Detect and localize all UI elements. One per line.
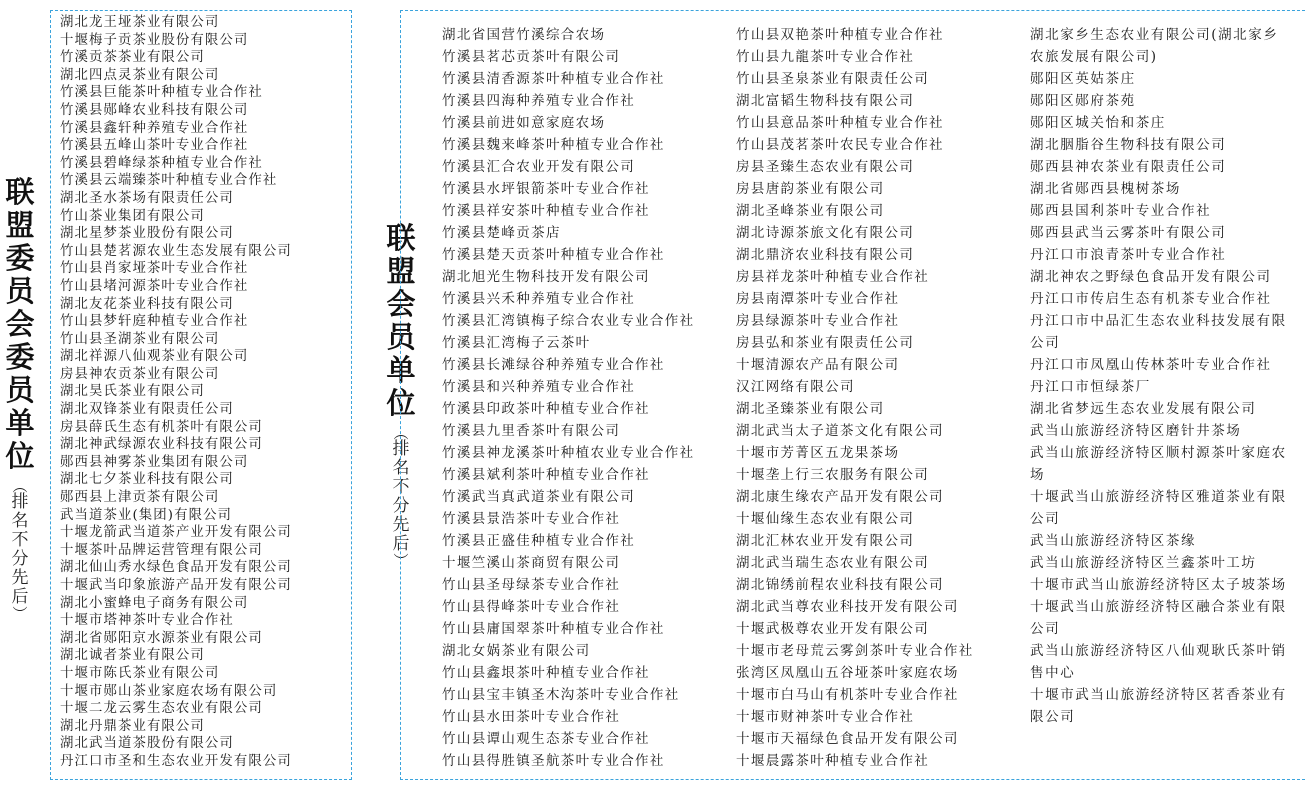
member-entry: 湖北武当尊农业科技开发有限公司 bbox=[736, 599, 959, 615]
member-entry: 竹山县得峰茶叶专业合作社 bbox=[442, 599, 621, 615]
member-entry: 湖北鼎济农业科技有限公司 bbox=[736, 247, 915, 263]
member-entry: 竹溪县景浩茶叶专业合作社 bbox=[442, 511, 621, 527]
member-entry: 竹溪县斌利茶叶种植专业合作社 bbox=[442, 467, 650, 483]
member-entry: 十堰市天福绿色食品开发有限公司 bbox=[736, 731, 959, 747]
member-entry: 湖北省国营竹溪综合农场 bbox=[442, 27, 606, 43]
member-entry: 竹山县九龍茶叶专业合作社 bbox=[736, 49, 915, 65]
member-entry: 竹山县肖家垭茶叶专业合作社 bbox=[60, 261, 249, 277]
member-entry: 十堰市财神茶叶专业合作社 bbox=[736, 709, 915, 725]
member-entry: 湖北龙王垭茶业有限公司 bbox=[60, 15, 220, 30]
member-entry: 湖北神农之野绿色食品开发有限公司 bbox=[1030, 269, 1272, 285]
member-entry: 十堰市陈氏茶业有限公司 bbox=[60, 665, 220, 681]
member-entry: 湖北圣峰茶业有限公司 bbox=[736, 203, 885, 219]
member-entry: 郧阳区英姑茶庄 bbox=[1030, 71, 1136, 87]
title-char: 位 bbox=[5, 439, 35, 473]
note-char: 后 bbox=[11, 587, 29, 607]
title-char: 位 bbox=[386, 386, 416, 420]
member-entry: 丹江口市恒绿茶厂 bbox=[1030, 379, 1151, 395]
member-entry: 竹溪县四海种养殖专业合作社 bbox=[442, 93, 636, 109]
member-entry: 竹山县圣母绿茶专业合作社 bbox=[442, 577, 621, 593]
member-entry: 竹溪县云端臻茶叶种植专业合作社 bbox=[60, 173, 278, 189]
member-entry: 十堰武当山旅游经济特区雅道茶业有限公司 bbox=[1030, 489, 1287, 527]
member-entry: 湖北丹鼎茶业有限公司 bbox=[60, 718, 205, 734]
note-char: ︶ bbox=[12, 605, 28, 623]
member-entry: 郧西县上津贡茶有限公司 bbox=[60, 490, 220, 506]
member-entry: 竹山县双艳茶叶种植专业合作社 bbox=[736, 27, 944, 43]
member-entry: 郧阳区郧府茶苑 bbox=[1030, 93, 1136, 109]
member-entry: 十堰清源农产品有限公司 bbox=[736, 357, 900, 373]
note-char: ︵ bbox=[12, 477, 28, 495]
member-entry: 十堰市武当山旅游经济特区茗香茶业有限公司 bbox=[1030, 687, 1287, 725]
member-entry: 房县圣臻生态农业有限公司 bbox=[736, 159, 915, 175]
member-entry: 竹山县谭山观生态茶专业合作社 bbox=[442, 731, 650, 747]
title-char: 联 bbox=[386, 221, 416, 255]
title-char: 单 bbox=[5, 406, 35, 440]
member-entry: 房县弘和茶业有限责任公司 bbox=[736, 335, 915, 351]
member-entry: 竹山县意品茶叶种植专业合作社 bbox=[736, 115, 944, 131]
member-entry: 竹山茶业集团有限公司 bbox=[60, 208, 205, 224]
member-entry: 十堰垄上行三农服务有限公司 bbox=[736, 467, 930, 483]
member-entry: 竹溪县碧峰绿茶种植专业合作社 bbox=[60, 155, 263, 171]
member-entry: 十堰市芳菁区五龙果茶场 bbox=[736, 445, 900, 461]
member-entry: 房县唐韵茶业有限公司 bbox=[736, 181, 885, 197]
member-entry: 竹山县茂茗茶叶农民专业合作社 bbox=[736, 137, 944, 153]
member-entry: 竹溪县楚峰贡茶店 bbox=[442, 225, 561, 241]
member-entry: 竹溪县前进如意家庭农场 bbox=[442, 115, 606, 131]
member-entry: 湖北省郧西县槐树茶场 bbox=[1030, 181, 1181, 197]
committee-title bbox=[5, 176, 34, 473]
member-entry: 湖北诚者茶业有限公司 bbox=[60, 648, 205, 664]
member-entry: 湖北神武绿源农业科技有限公司 bbox=[60, 437, 263, 453]
member-entry: 湖北康生缘农产品开发有限公司 bbox=[736, 489, 944, 505]
member-entry: 竹溪武当真武道茶业有限公司 bbox=[442, 489, 636, 505]
note-char: 后 bbox=[392, 534, 410, 554]
member-entry: 十堰梅子贡茶业股份有限公司 bbox=[60, 32, 249, 48]
note-char: 名 bbox=[11, 511, 29, 531]
member-list-column-2 bbox=[736, 24, 1026, 772]
member-entry: 湖北仙山秀水绿色食品开发有限公司 bbox=[60, 560, 292, 576]
member-entry: 十堰市老母荒云雾剑茶叶专业合作社 bbox=[736, 643, 974, 659]
member-entry: 十堰武当山旅游经济特区融合茶业有限公司 bbox=[1030, 599, 1287, 637]
member-entry: 十堰仙缘生态农业有限公司 bbox=[736, 511, 915, 527]
member-entry: 郧西县国利茶叶专业合作社 bbox=[1030, 203, 1212, 219]
member-entry: 竹溪县鑫轩种养殖专业合作社 bbox=[60, 120, 249, 136]
member-entry: 房县南潭茶叶专业合作社 bbox=[736, 291, 900, 307]
member-entry: 湖北圣臻茶业有限公司 bbox=[736, 401, 885, 417]
member-entry: 湖北省梦远生态农业发展有限公司 bbox=[1030, 401, 1257, 417]
member-entry: 竹溪县魏来峰茶叶种植专业合作社 bbox=[442, 137, 665, 153]
member-entry: 竹溪县神龙溪茶叶种植农业专业合作社 bbox=[442, 445, 695, 461]
title-char: 会 bbox=[5, 307, 35, 341]
member-entry: 房县神农贡茶业有限公司 bbox=[60, 366, 220, 382]
member-entry: 竹山县圣泉茶业有限责任公司 bbox=[736, 71, 930, 87]
member-entry: 张湾区凤凰山五谷垭茶叶家庭农场 bbox=[736, 665, 959, 681]
note-char: 分 bbox=[392, 496, 410, 516]
member-entry: 竹溪县印政茶叶种植专业合作社 bbox=[442, 401, 650, 417]
member-entry: 丹江口市浪青茶叶专业合作社 bbox=[1030, 247, 1227, 263]
member-entry: 竹山县宝丰镇圣木沟茶叶专业合作社 bbox=[442, 687, 680, 703]
member-entry: 十堰市郧山茶业家庭农场有限公司 bbox=[60, 683, 278, 699]
member-entry: 湖北双锋茶业有限责任公司 bbox=[60, 402, 234, 418]
note-char: 先 bbox=[392, 515, 410, 535]
title-char: 员 bbox=[5, 373, 35, 407]
member-entry: 湖北家乡生态农业有限公司(湖北家乡农旅发展有限公司) bbox=[1030, 27, 1279, 65]
member-entry: 竹溪县兴禾种养殖专业合作社 bbox=[442, 291, 636, 307]
member-entry: 丹江口市中品汇生态农业科技发展有限公司 bbox=[1030, 313, 1287, 351]
member-entry: 湖北祥源八仙观茶业有限公司 bbox=[60, 349, 249, 365]
member-entry: 竹山县水田茶叶专业合作社 bbox=[442, 709, 621, 725]
member-entry: 十堰龙箭武当道茶产业开发有限公司 bbox=[60, 525, 292, 541]
member-entry: 武当山旅游经济特区顺村源茶叶家庭农场 bbox=[1030, 445, 1287, 483]
note-char: 不 bbox=[392, 477, 410, 497]
title-char: 委 bbox=[5, 340, 35, 374]
member-entry: 湖北汇林农业开发有限公司 bbox=[736, 533, 915, 549]
committee-member-list bbox=[60, 14, 292, 771]
member-entry: 武当山旅游经济特区茶缘 bbox=[1030, 533, 1197, 549]
member-list-column-1 bbox=[442, 24, 737, 772]
member-entry: 竹溪县长滩绿谷种养殖专业合作社 bbox=[442, 357, 665, 373]
member-entry: 湖北武当瑞生态农业有限公司 bbox=[736, 555, 930, 571]
member-entry: 汉江网络有限公司 bbox=[736, 379, 855, 395]
member-entry: 房县祥龙茶叶种植专业合作社 bbox=[736, 269, 930, 285]
member-entry: 湖北胭脂谷生物科技有限公司 bbox=[1030, 137, 1227, 153]
member-entry: 竹溪县郧峰农业科技有限公司 bbox=[60, 102, 249, 118]
member-entry: 武当山旅游经济特区八仙观耿氏茶叶销售中心 bbox=[1030, 643, 1287, 681]
member-entry: 十堰市塔神茶叶专业合作社 bbox=[60, 613, 234, 629]
member-entry: 郧西县神农茶业有限责任公司 bbox=[1030, 159, 1227, 175]
member-entry: 竹溪县巨能茶叶种植专业合作社 bbox=[60, 85, 263, 101]
note-char: 排 bbox=[392, 439, 410, 459]
member-entry: 竹溪县清香源茶叶种植专业合作社 bbox=[442, 71, 665, 87]
note-char: 先 bbox=[11, 568, 29, 588]
member-entry: 竹溪县祥安茶叶种植专业合作社 bbox=[442, 203, 650, 219]
member-entry: 竹溪县汇湾镇梅子综合农业专业合作社 bbox=[442, 313, 695, 329]
member-entry: 丹江口市凤凰山传林茶叶专业合作社 bbox=[1030, 357, 1272, 373]
title-char: 员 bbox=[5, 274, 35, 308]
member-entry: 房县绿源茶叶专业合作社 bbox=[736, 313, 900, 329]
member-entry: 武当山旅游经济特区兰鑫茶叶工坊 bbox=[1030, 555, 1257, 571]
member-entry: 竹溪县楚天贡茶叶种植专业合作社 bbox=[442, 247, 665, 263]
member-entry: 武当道茶业(集团)有限公司 bbox=[60, 507, 233, 523]
member-entry: 竹溪县正盛佳种植专业合作社 bbox=[442, 533, 636, 549]
committee-title-block bbox=[4, 176, 36, 621]
note-char: ︶ bbox=[393, 552, 409, 570]
member-entry: 湖北诗源茶旅文化有限公司 bbox=[736, 225, 915, 241]
member-entry: 湖北武当太子道茶文化有限公司 bbox=[736, 423, 944, 439]
note-char: ︵ bbox=[393, 424, 409, 442]
member-entry: 竹山县圣湖茶业有限公司 bbox=[60, 331, 220, 347]
note-char: 排 bbox=[11, 492, 29, 512]
member-entry: 竹山县鑫垠茶叶种植专业合作社 bbox=[442, 665, 650, 681]
member-entry: 竹溪贡茶茶业有限公司 bbox=[60, 50, 205, 66]
title-char: 员 bbox=[386, 320, 416, 354]
member-entry: 竹山县庸国翠茶叶种植专业合作社 bbox=[442, 621, 665, 637]
member-entry: 湖北女娲茶业有限公司 bbox=[442, 643, 591, 659]
member-entry: 郧西县武当云雾茶叶有限公司 bbox=[1030, 225, 1227, 241]
member-entry: 湖北小蜜蜂电子商务有限公司 bbox=[60, 595, 249, 611]
member-entry: 十堰竺溪山茶商贸有限公司 bbox=[442, 555, 621, 571]
member-entry: 武当山旅游经济特区磨针井茶场 bbox=[1030, 423, 1242, 439]
member-entry: 湖北富韬生物科技有限公司 bbox=[736, 93, 915, 109]
member-entry: 竹溪县汇合农业开发有限公司 bbox=[442, 159, 636, 175]
title-char: 联 bbox=[5, 175, 35, 209]
member-entry: 竹山县楚茗源农业生态发展有限公司 bbox=[60, 243, 292, 259]
member-entry: 湖北星梦茶业股份有限公司 bbox=[60, 226, 234, 242]
title-char: 委 bbox=[5, 241, 35, 275]
member-entry: 竹溪县五峰山茶叶专业合作社 bbox=[60, 138, 249, 154]
member-entry: 湖北七夕茶业科技有限公司 bbox=[60, 472, 234, 488]
member-entry: 湖北锦绣前程农业科技有限公司 bbox=[736, 577, 944, 593]
member-entry: 竹溪县水坪银箭茶叶专业合作社 bbox=[442, 181, 650, 197]
member-entry: 竹溪县九里香茶叶有限公司 bbox=[442, 423, 621, 439]
member-entry: 郧西县神雾茶业集团有限公司 bbox=[60, 454, 249, 470]
member-entry: 湖北省郧阳京水源茶业有限公司 bbox=[60, 630, 263, 646]
member-entry: 湖北旭光生物科技开发有限公司 bbox=[442, 269, 650, 285]
member-entry: 郧阳区城关怡和茶庄 bbox=[1030, 115, 1166, 131]
member-entry: 湖北武当道茶股份有限公司 bbox=[60, 736, 234, 752]
title-char: 单 bbox=[386, 353, 416, 387]
committee-order-note bbox=[12, 479, 29, 621]
note-char: 不 bbox=[11, 530, 29, 550]
member-entry: 竹山县堵河源茶叶专业合作社 bbox=[60, 278, 249, 294]
member-entry: 湖北圣水茶场有限责任公司 bbox=[60, 190, 234, 206]
title-char: 盟 bbox=[386, 254, 416, 288]
member-entry: 丹江口市圣和生态农业开发有限公司 bbox=[60, 753, 292, 769]
member-entry: 湖北昊氏茶业有限公司 bbox=[60, 384, 205, 400]
member-entry: 房县薛氏生态有机茶叶有限公司 bbox=[60, 419, 263, 435]
title-char: 盟 bbox=[5, 208, 35, 242]
member-entry: 竹溪县茗芯贡茶叶有限公司 bbox=[442, 49, 621, 65]
member-entry: 竹溪县汇湾梅子云茶叶 bbox=[442, 335, 591, 351]
member-entry: 十堰晨露茶叶种植专业合作社 bbox=[736, 753, 930, 769]
note-char: 分 bbox=[11, 549, 29, 569]
member-entry: 十堰茶叶品牌运营管理有限公司 bbox=[60, 542, 263, 558]
member-entry: 竹山县得胜镇圣航茶叶专业合作社 bbox=[442, 753, 665, 769]
member-entry: 十堰二龙云雾生态农业有限公司 bbox=[60, 701, 263, 717]
member-entry: 湖北友花茶业科技有限公司 bbox=[60, 296, 234, 312]
member-entry: 竹溪县和兴种养殖专业合作社 bbox=[442, 379, 636, 395]
title-char: 会 bbox=[386, 287, 416, 321]
member-entry: 十堰武极尊农业开发有限公司 bbox=[736, 621, 930, 637]
member-entry: 湖北四点灵茶业有限公司 bbox=[60, 67, 220, 83]
note-char: 名 bbox=[392, 458, 410, 478]
member-entry: 丹江口市传启生态有机茶专业合作社 bbox=[1030, 291, 1272, 307]
member-entry: 十堰武当印象旅游产品开发有限公司 bbox=[60, 578, 292, 593]
member-entry: 十堰市白马山有机茶叶专业合作社 bbox=[736, 687, 959, 703]
member-list-column-3 bbox=[1030, 24, 1292, 728]
member-entry: 十堰市武当山旅游经济特区太子坡茶场 bbox=[1030, 577, 1287, 593]
member-entry: 竹山县梦轩庭种植专业合作社 bbox=[60, 314, 249, 330]
